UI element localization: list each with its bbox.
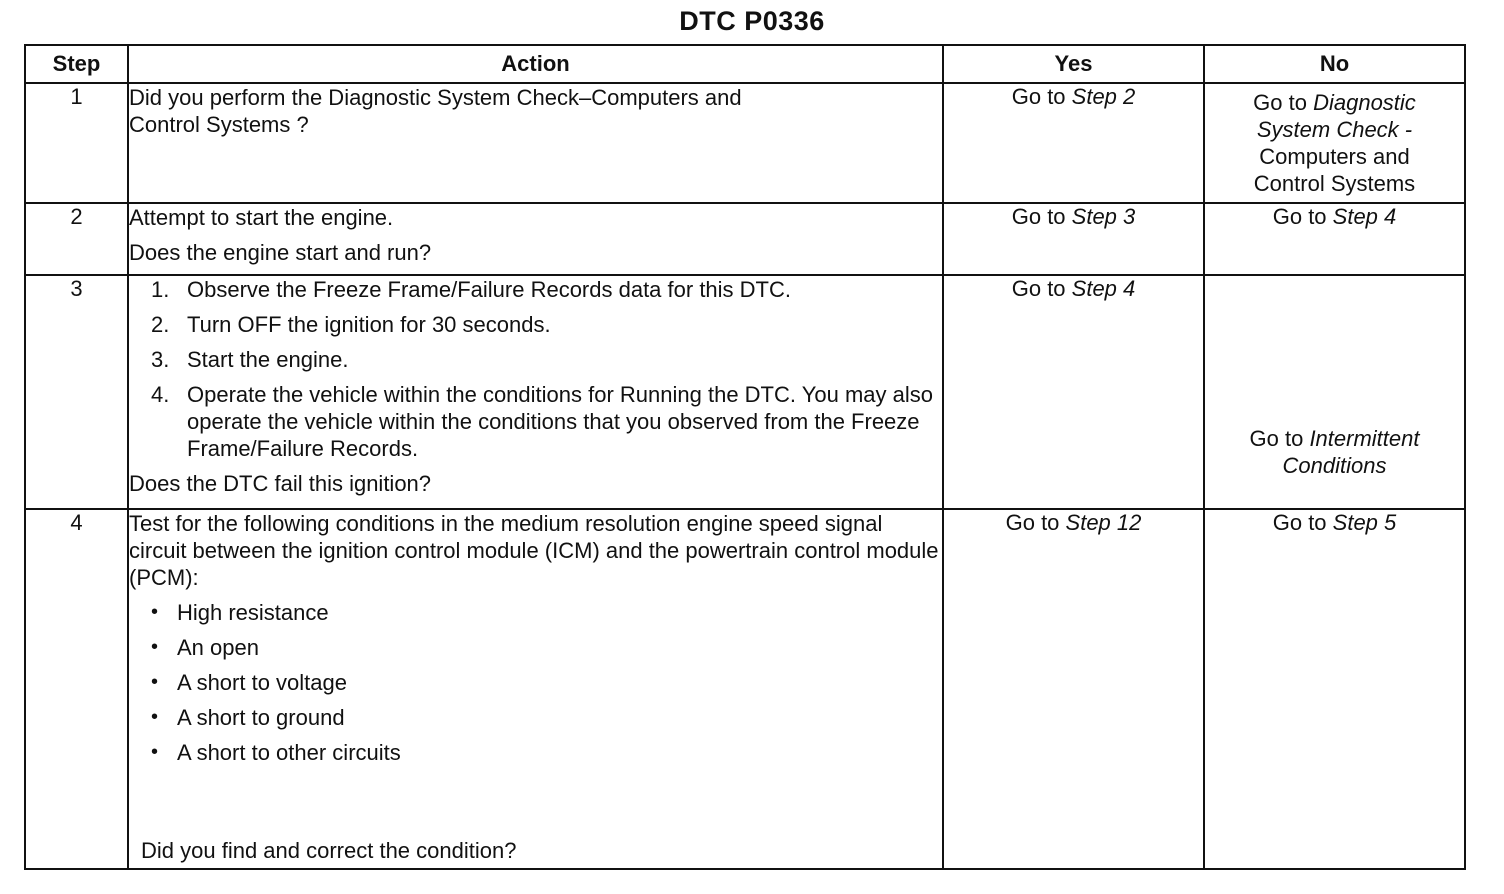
list-text: Turn OFF the ignition for 30 seconds. (187, 312, 551, 337)
yes-prefix: Go to (1011, 204, 1072, 229)
header-no: No (1204, 45, 1465, 83)
no-prefix: Go to (1249, 426, 1310, 451)
table-row (25, 275, 1465, 509)
list-text: Observe the Freeze Frame/Failure Records data for this DTC. (187, 277, 791, 302)
step-number: 4 (25, 509, 128, 869)
list-number: 4. (151, 382, 170, 407)
no-link-diagnostic[interactable]: Diagnostic (1313, 90, 1416, 115)
list-text: A short to other circuits (177, 740, 401, 765)
no-prefix: Go to (1272, 510, 1333, 535)
page-title: DTC P0336 (679, 6, 825, 36)
yes-cell (943, 83, 1204, 203)
step-number: 3 (25, 275, 128, 509)
action-cell (128, 83, 943, 203)
bullet-icon: • (151, 671, 159, 693)
no-text: Control Systems (1253, 171, 1416, 196)
list-item (151, 346, 942, 373)
action-question: Does the DTC fail this ignition? (129, 471, 432, 496)
yes-prefix: Go to (1011, 84, 1072, 109)
no-cell (1204, 83, 1465, 203)
action-question: Does the engine start and run? (129, 240, 432, 265)
no-prefix: Go to (1272, 204, 1333, 229)
no-cell (1204, 203, 1465, 275)
action-text: Did you perform the Diagnostic System Check–Computers and (129, 85, 742, 110)
header-action: Action (128, 45, 943, 83)
yes-step-link[interactable]: Step 4 (1071, 276, 1136, 301)
list-item (151, 599, 942, 626)
action-cell (128, 275, 943, 509)
action-intro: Test for the following conditions in the medium resolution engine speed signal circuit between the ignition control module (ICM) and the powertrain control module (PCM): (129, 511, 939, 590)
yes-cell (943, 275, 1204, 509)
list-text: High resistance (177, 600, 329, 625)
procedure-list (129, 276, 942, 462)
action-cell (128, 509, 943, 869)
list-item (151, 739, 942, 766)
action-text: Control Systems ? (129, 112, 309, 137)
yes-step-link[interactable]: Step 2 (1071, 84, 1136, 109)
no-link-conditions[interactable]: Conditions (1282, 453, 1387, 478)
no-text: Computers and (1259, 144, 1410, 169)
yes-cell (943, 509, 1204, 869)
list-number: 3. (151, 347, 170, 372)
bullet-icon: • (151, 741, 159, 763)
no-link-system-check[interactable]: System Check - (1256, 117, 1413, 142)
list-item (151, 704, 942, 731)
table-row (25, 203, 1465, 275)
action-text: Attempt to start the engine. (129, 205, 394, 230)
yes-step-link[interactable]: Step 3 (1071, 204, 1136, 229)
list-text: Start the engine. (187, 347, 349, 372)
list-item (151, 669, 942, 696)
no-prefix: Go to (1253, 90, 1314, 115)
step-number: 1 (25, 83, 128, 203)
list-text: Operate the vehicle within the conditions for Running the DTC. You may also operate the vehicle within the conditions that you observed from the Freeze Frame/Failure Records. (187, 382, 933, 461)
yes-prefix: Go to (1011, 276, 1072, 301)
table-row (25, 83, 1465, 203)
header-step: Step (25, 45, 128, 83)
list-text: A short to voltage (177, 670, 347, 695)
table-row (25, 509, 1465, 869)
diagnostic-table (24, 44, 1466, 870)
no-link-intermittent[interactable]: Intermittent (1309, 426, 1420, 451)
step-number: 2 (25, 203, 128, 275)
list-item (151, 311, 942, 338)
bullet-icon: • (151, 636, 159, 658)
list-text: An open (177, 635, 259, 660)
action-question: Did you find and correct the condition? (141, 838, 517, 863)
no-cell (1204, 275, 1465, 509)
list-number: 2. (151, 312, 170, 337)
list-item (151, 276, 942, 303)
bullet-icon: • (151, 601, 159, 623)
list-number: 1. (151, 277, 170, 302)
bullet-icon: • (151, 706, 159, 728)
no-step-link[interactable]: Step 4 (1332, 204, 1397, 229)
list-item (151, 634, 942, 661)
yes-prefix: Go to (1005, 510, 1066, 535)
yes-cell (943, 203, 1204, 275)
list-item (151, 381, 942, 462)
no-cell (1204, 509, 1465, 869)
no-step-link[interactable]: Step 5 (1332, 510, 1397, 535)
yes-step-link[interactable]: Step 12 (1065, 510, 1142, 535)
action-cell (128, 203, 943, 275)
list-text: A short to ground (177, 705, 345, 730)
header-yes: Yes (943, 45, 1204, 83)
condition-list (129, 599, 942, 766)
header-row (25, 45, 1465, 83)
